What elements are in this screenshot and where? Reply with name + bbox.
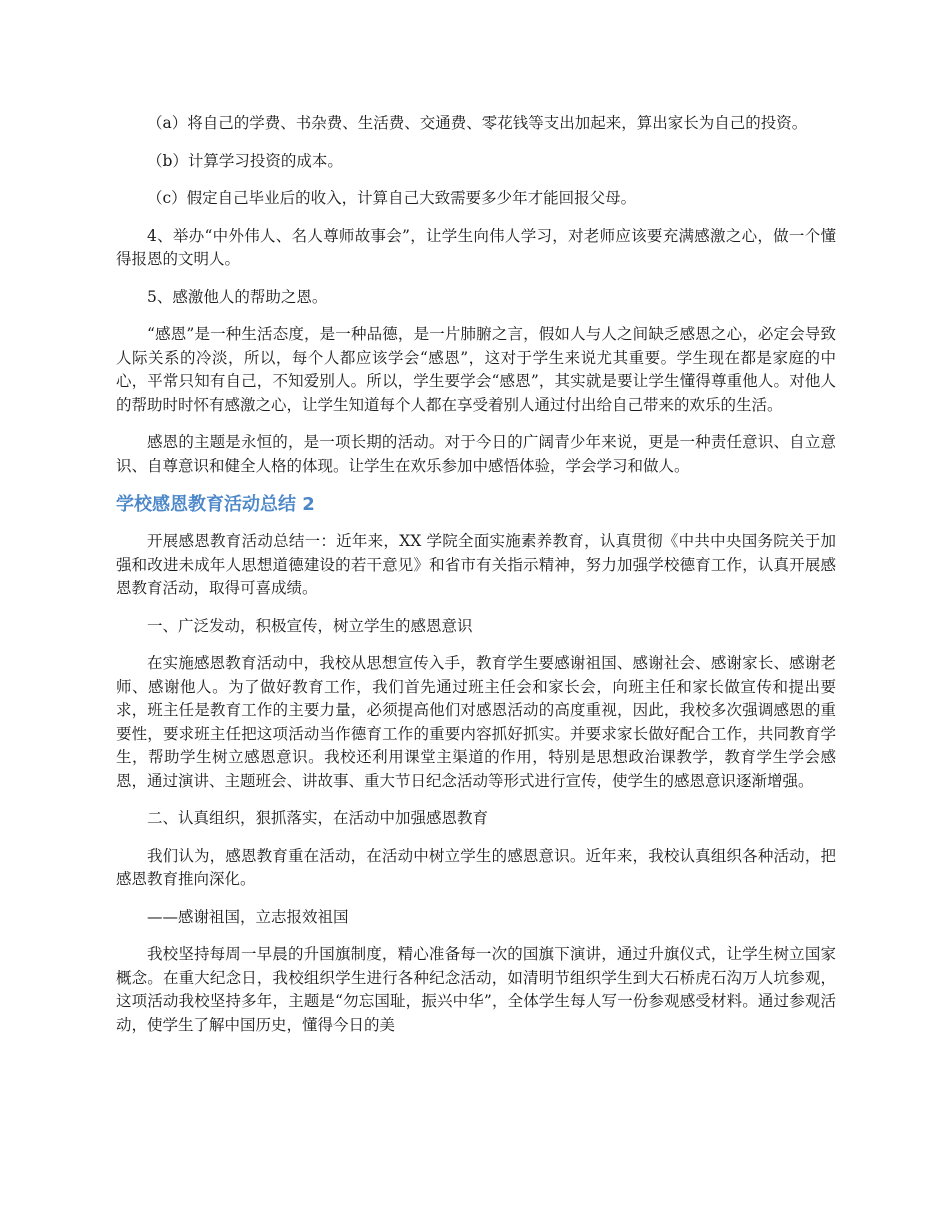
paragraph-subheading-motherland: ——感谢祖国，立志报效祖国: [147, 907, 349, 926]
paragraph-item-c: （c）假定自己毕业后的收入，计算自己大致需要多少年才能回报父母。: [147, 189, 637, 207]
paragraph-item-b: （b）计算学习投资的成本。: [147, 151, 343, 170]
paragraph-heading-two: 二、认真组织，狠抓落实，在活动中加强感恩教育: [147, 809, 489, 827]
paragraph-heading-one: 一、广泛发动，积极宣传，树立学生的感恩意识: [147, 616, 473, 635]
paragraph-item-5: 5、感激他人的帮助之恩。: [147, 287, 328, 306]
paragraph-item-a: （a）将自己的学费、书杂费、生活费、交通费、零花钱等支出加起来，算出家长为自己的投资。: [147, 114, 808, 132]
paragraph-summary-intro: 开展感恩教育活动总结一：近年来，XX 学院全面实施素养教育，认真贯彻《中共中央国务院关于加强和改进未成年人思想道德建设的若干意见》和省市有关指示精神，努力加强学校德育工作，认真开展感恩教育活动，取得可喜成绩。: [116, 532, 836, 597]
paragraph-gratitude-attitude: “感恩”是一种生活态度，是一种品德，是一片肺腑之言，假如人与人之间缺乏感恩之心，必定会导致人际关系的冷淡，所以，每个人都应该学会“感恩”，这对于学生来说尤其重要。学生现在都是家庭的中心，平常只知有自己，不知爱别人。所以，学生要学会“感恩”，其实就是要让学生懂得尊重他人。对他人的帮助时时怀有感激之心，让学生知道每个人都在享受着别人通过付出给自己带来的欢乐的生活。: [116, 325, 836, 414]
section-title: 学校感恩教育活动总结 2: [116, 494, 315, 515]
paragraph-item-4: 4、举办“中外伟人、名人尊师故事会”，让学生向伟人学习，对老师应该要充满感激之心，做一个懂得报恩的文明人。: [116, 226, 836, 268]
paragraph-section-one-body: 在实施感恩教育活动中，我校从思想宣传入手，教育学生要感谢祖国、感谢社会、感谢家长、感谢老师、感谢他人。为了做好教育工作，我们首先通过班主任会和家长会，向班主任和家长做宣传和提出要求，班主任是教育工作的主要力量，必须提高他们对感恩活动的高度重视，因此，我校多次强调感恩的重要性，要求班主任把这项活动当作德育工作的重要内容抓好抓实。并要求家长做好配合工作，共同教育学生，帮助学生树立感恩意识。我校还利用课堂主渠道的作用，特别是思想政治课教学，教育学生学会感恩，通过演讲、主题班会、讲故事、重大节日纪念活动等形式进行宣传，使学生的感恩意识逐渐增强。: [116, 654, 836, 790]
paragraph-section-two-body: 我们认为，感恩教育重在活动，在活动中树立学生的感恩意识。近年来，我校认真组织各种活动，把感恩教育推向深化。: [116, 846, 836, 888]
paragraph-gratitude-theme: 感恩的主题是永恒的，是一项长期的活动。对于今日的广阔青少年来说，更是一种责任意识、自立意识、自尊意识和健全人格的体现。让学生在欢乐参加中感悟体验，学会学习和做人。: [116, 433, 836, 475]
paragraph-motherland-body: 我校坚持每周一早晨的升国旗制度，精心准备每一次的国旗下演讲，通过升旗仪式，让学生树立国家概念。在重大纪念日，我校组织学生进行各种纪念活动，如清明节组织学生到大石桥虎石沟万人坑参观，这项活动我校坚持多年，主题是“勿忘国耻，振兴中华”，全体学生每人写一份参观感受材料。通过参观活动，使学生了解中国历史，懂得今日的美: [116, 945, 836, 1034]
document-body: [116, 112, 836, 1051]
